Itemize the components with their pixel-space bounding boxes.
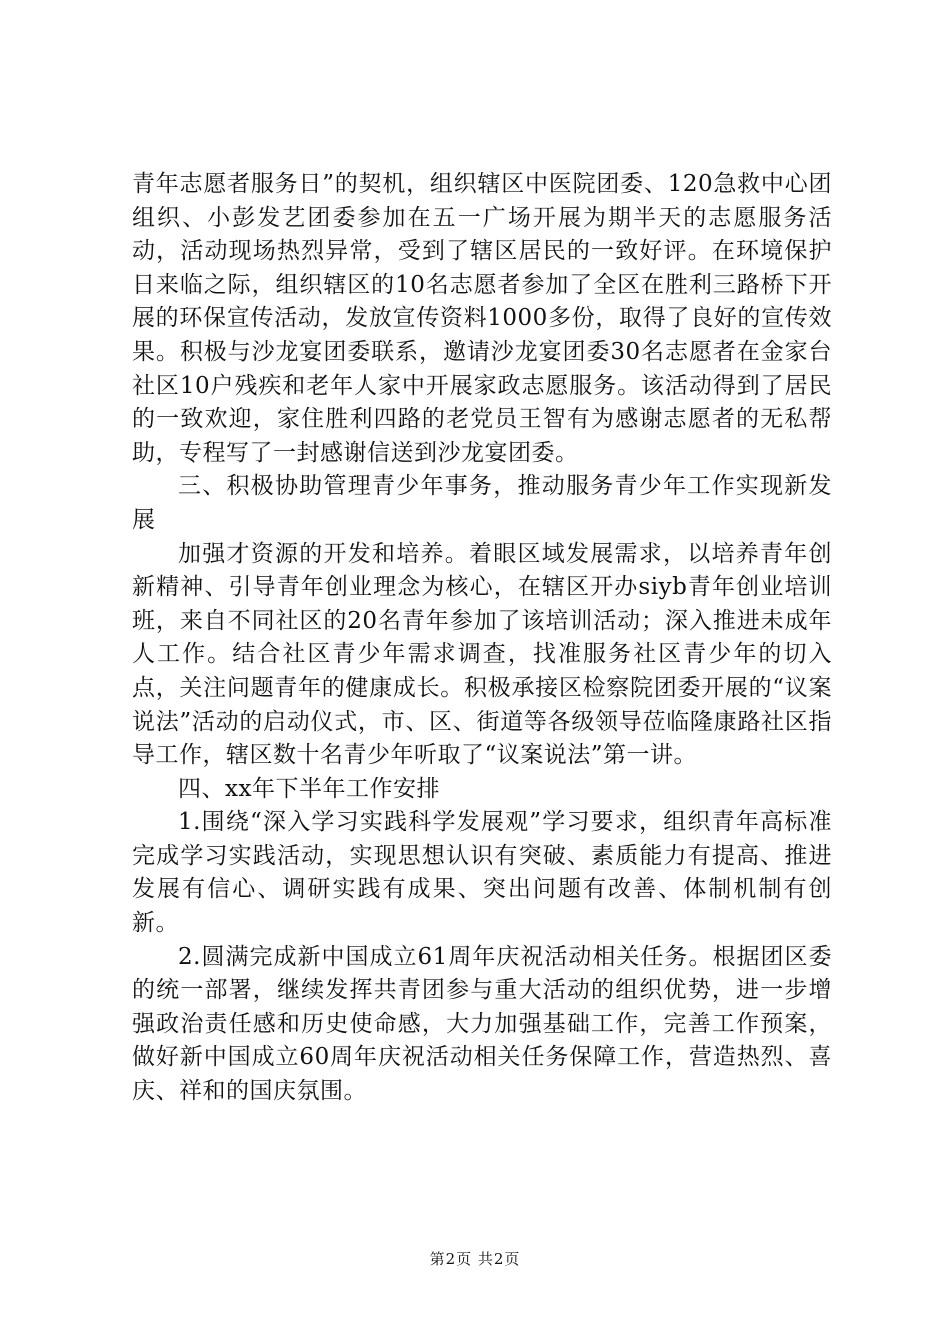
paragraph-volunteer-activities: 青年志愿者服务日”的契机，组织辖区中医院团委、120急救中心团组织、小彭发艺团委参加在五一广场开展为期半天的志愿服务活动，活动现场热烈异常，受到了辖区居民的一致好评。在环境保护日来临之际，组织辖区的10名志愿者参加了全区在胜利三路桥下开展的环保宣传活动，发放宣传资料1000多份，取得了良好的宣传效果。积极与沙龙宴团委联系，邀请沙龙宴团委30名志愿者在金家台社区10户残疾和老年人家中开展家政志愿服务。该活动得到了居民的一致欢迎，家住胜利四路的老党员王智有为感谢志愿者的无私帮助，专程写了一封感谢信送到沙龙宴团委。	[132, 171, 832, 466]
paragraph-plan-item-1: 1.围绕“深入学习实践科学发展观”学习要求，组织青年高标准完成学习实践活动，实现思想认识有突破、素质能力有提高、推进发展有信心、调研实践有成果、突出问题有改善、体制机制有创新。	[132, 809, 832, 937]
page-number-footer: 第2页 共2页	[429, 1250, 521, 1268]
paragraph-plan-item-2: 2.圆满完成新中国成立61周年庆祝活动相关任务。根据团区委的统一部署，继续发挥共青团参与重大活动的组织优势，进一步增强政治责任感和历史使命感，大力加强基础工作，完善工作预案，做好新中国成立60周年庆祝活动相关任务保障工作，营造热烈、喜庆、祥和的国庆氛围。	[132, 943, 832, 1105]
document-body	[132, 168, 832, 1109]
section-heading-work-plan: 四、xx年下半年工作安排	[178, 775, 440, 802]
paragraph-talent-development: 加强才资源的开发和培养。着眼区域发展需求，以培养青年创新精神、引导青年创业理念为核心，在辖区开办siyb青年创业培训班，来自不同社区的20名青年参加了该培训活动；深入推进未成年人工作。结合社区青少年需求调查，找准服务社区青少年的切入点，关注问题青年的健康成长。积极承接区检察院团委开展的“议案说法”活动的启动仪式，市、区、街道等各级领导莅临隆康路社区指导工作，辖区数十名青少年听取了“议案说法”第一讲。	[132, 540, 832, 769]
section-heading-youth-affairs: 三、积极协助管理青少年事务，推动服务青少年工作实现新发展	[132, 473, 832, 533]
